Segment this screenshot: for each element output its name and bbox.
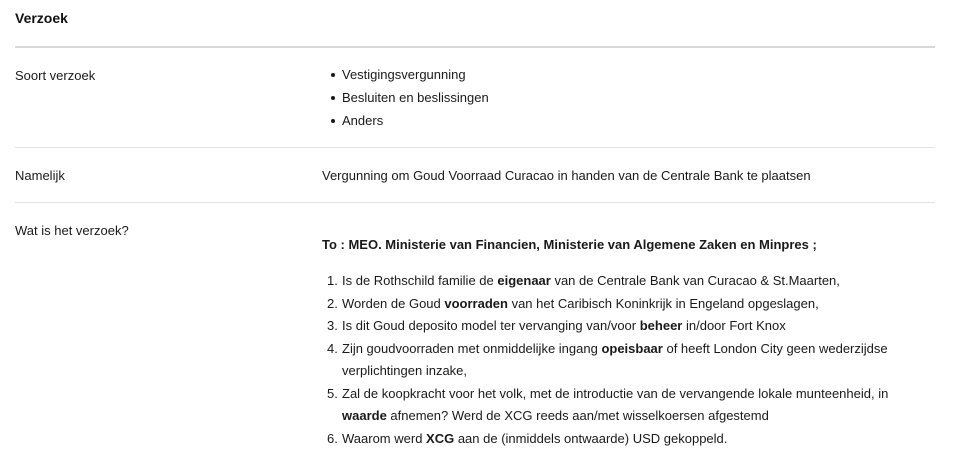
item-text: of heeft London City geen wederzijdse verplichtingen inzake, [342,340,888,378]
request-type-label: Soort verzoek [15,68,96,83]
list-item: Vestigingsvergunning [322,66,489,89]
item-emphasis: waarde [342,408,387,423]
item-emphasis: XCG [426,430,455,446]
request-question-label: Wat is het verzoek? [15,223,129,238]
request-type-value [322,66,489,135]
row-divider [15,147,935,148]
item-text: in/door Fort Knox [682,318,786,333]
list-item [322,428,922,451]
item-number: 6. [327,430,338,446]
item-number: 2. [327,295,338,311]
item-emphasis: voorraden [444,295,508,311]
list-item [322,270,922,293]
addressee-line: To : MEO. Ministerie van Financien, Ministerie van Algemene Zaken en Minpres ; [322,237,817,252]
list-item: Anders [322,112,489,135]
item-number: 1. [327,273,338,288]
item-text: afnemen? Werd de XCG reeds aan/met wisselkoersen afgestemd [386,408,769,423]
section-title: Verzoek [15,10,68,26]
list-item [322,383,922,428]
item-text: Zijn goudvoorraden met onmiddelijke ingang [342,340,602,356]
list-item [322,315,922,338]
item-text: Is dit Goud deposito model ter vervanging van/voor [342,318,640,333]
item-text: Is de Rothschild familie de [342,273,498,288]
item-text: aan de (inmiddels ontwaarde) USD gekoppeld. [454,430,728,446]
item-emphasis: beheer [639,318,683,333]
questions-list [322,270,922,450]
section-divider [15,46,935,48]
item-number: 3. [327,318,338,333]
item-text: Worden de Goud [342,295,445,311]
questions-block [322,270,922,450]
item-text: Waarom werd [342,430,427,446]
item-text: van het Caribisch Koninkrijk in Engeland opgeslagen, [507,295,819,311]
namely-label: Namelijk [15,168,65,183]
namely-value: Vergunning om Goud Voorraad Curacao in handen van de Centrale Bank te plaatsen [322,168,811,183]
item-text: van de Centrale Bank van Curacao & St.Maarten, [550,273,840,288]
item-number: 4. [327,340,338,356]
list-item [322,338,922,383]
item-emphasis: opeisbaar [601,340,663,356]
list-item [322,293,922,316]
item-emphasis: eigenaar [497,273,551,288]
list-item: Besluiten en beslissingen [322,89,489,112]
item-text: Zal de koopkracht voor het volk, met de introductie van de vervangende lokale munteenheid, in [342,385,889,401]
request-type-list [322,66,489,135]
row-divider [15,202,935,203]
item-number: 5. [327,385,338,401]
